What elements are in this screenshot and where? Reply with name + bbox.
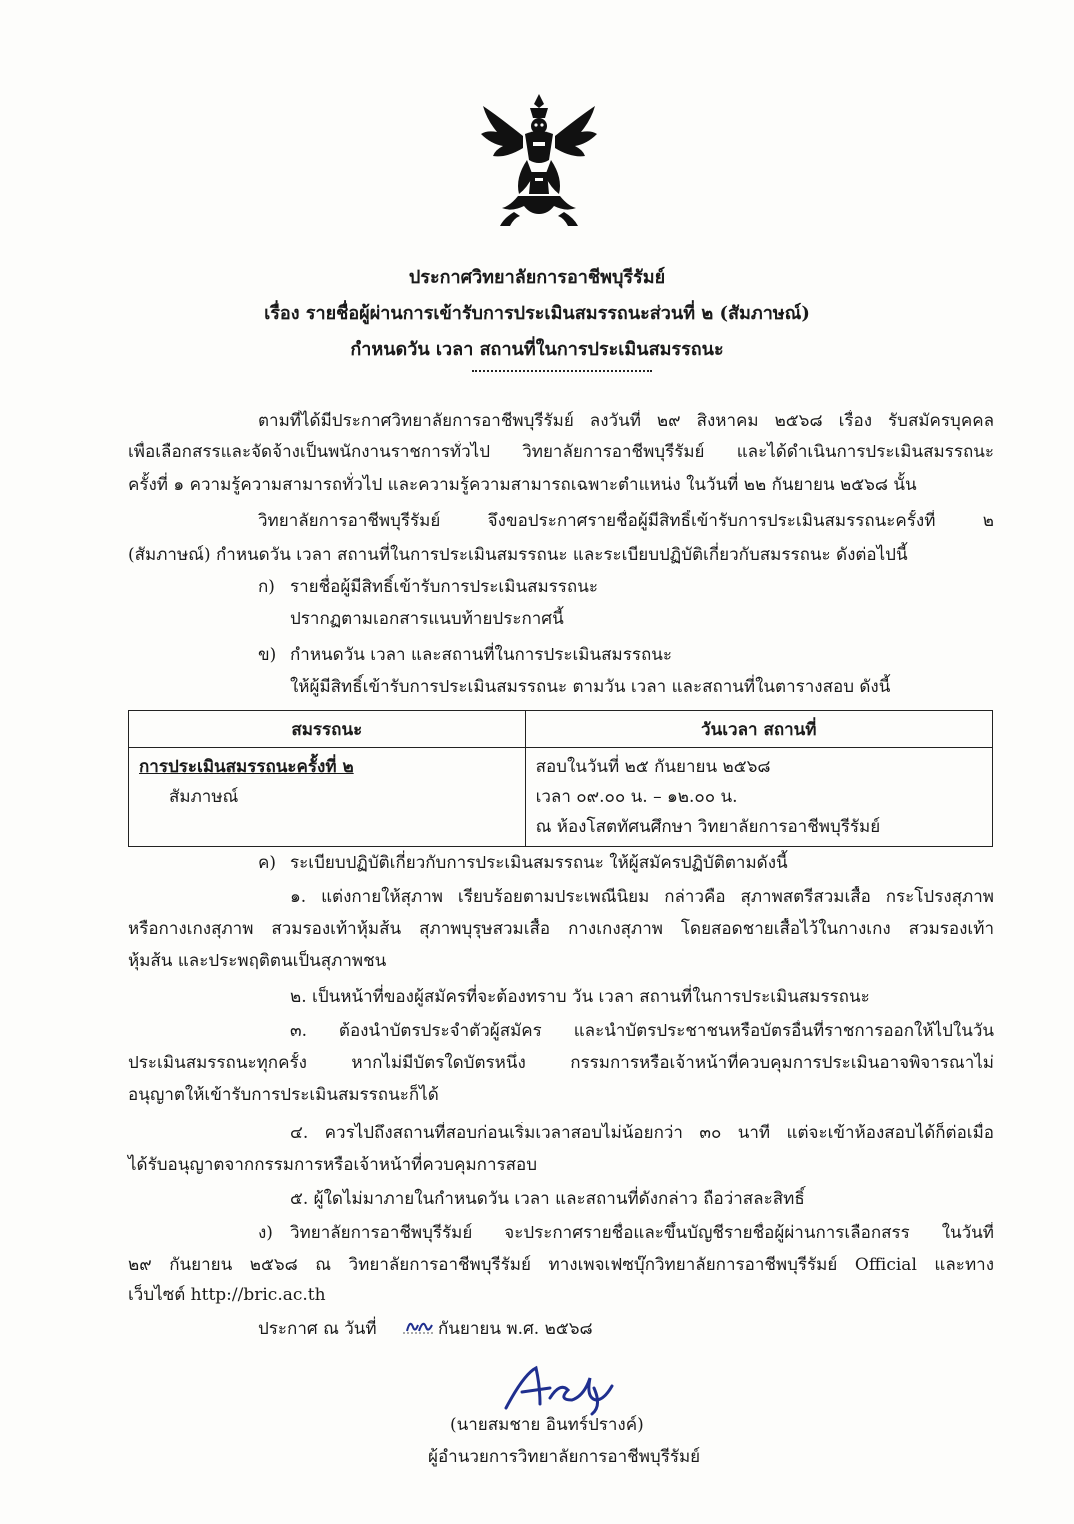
rule-3: ประเมินสมรรถนะทุกครั้ง หากไม่มีบัตรใดบัตรหนึ่ง กรรมการหรือเจ้าหน้าที่ควบคุมการประเมินอาจพิจารณาไม่ [128, 1053, 994, 1073]
round-type: สัมภาษณ์ [169, 787, 239, 807]
item-c-text: ระเบียบปฏิบัติเกี่ยวกับการประเมินสมรรถนะ ให้ผู้สมัครปฏิบัติตามดังนี้ [290, 853, 788, 873]
rule-3: ๓. ต้องนำบัตรประจำตัวผู้สมัคร และนำบัตรประชาชนหรือบัตรอื่นที่ราชการออกให้ไปในวัน [290, 1021, 994, 1041]
rule-3: อนุญาตให้เข้ารับการประเมินสมรรถนะก็ได้ [128, 1085, 439, 1105]
item-a-label: ก) [258, 577, 275, 597]
handwritten-day [403, 1313, 435, 1337]
intro-line: ครั้งที่ ๑ ความรู้ความสามารถทั่วไป และความรู้ความสามารถเฉพาะตำแหน่ง ในวันที่ ๒๒ กันยายน ๒๕๖๘ นั้น [128, 475, 917, 495]
item-b-text: กำหนดวัน เวลา และสถานที่ในการประเมินสมรรถนะ [290, 645, 673, 665]
item-d-text: วิทยาลัยการอาชีพบุรีรัมย์ จะประกาศรายชื่อและขึ้นบัญชีรายชื่อผู้ผ่านการเลือกสรร ในวันที่ [290, 1223, 994, 1243]
exam-date: สอบในวันที่ ๒๕ กันยายน ๒๕๖๘ [535, 757, 771, 777]
item-a-text: รายชื่อผู้มีสิทธิ์เข้ารับการประเมินสมรรถนะ [290, 577, 598, 597]
table-header-row [129, 711, 993, 748]
schedule-table [128, 710, 993, 847]
item-a-text: ปรากฏตามเอกสารแนบท้ายประกาศนี้ [290, 609, 564, 629]
rule-2: ๒. เป็นหน้าที่ของผู้สมัครที่จะต้องทราบ วัน เวลา สถานที่ในการประเมินสมรรถนะ [290, 987, 870, 1007]
item-b-label: ข) [258, 645, 277, 665]
item-d-text: ๒๙ กันยายน ๒๕๖๘ ณ วิทยาลัยการอาชีพบุรีรัมย์ ทางเพจเฟซบุ๊กวิทยาลัยการอาชีพบุรีรัมย์ Official และทาง [128, 1255, 994, 1275]
garuda-emblem [478, 90, 600, 230]
announce-date-prefix: ประกาศ ณ วันที่ [258, 1319, 377, 1339]
announcement-title: ประกาศวิทยาลัยการอาชีพบุรีรัมย์ [408, 267, 666, 288]
rule-5: ๕. ผู้ใดไม่มาภายในกำหนดวัน เวลา และสถานที่ดังกล่าว ถือว่าสละสิทธิ์ [290, 1189, 805, 1209]
intro-line: วิทยาลัยการอาชีพบุรีรัมย์ จึงขอประกาศรายชื่อผู้มีสิทธิ์เข้ารับการประเมินสมรรถนะครั้งที่ ๒ [258, 511, 994, 531]
rule-1: หรือกางเกงสุภาพ สวมรองเท้าหุ้มส้น สุภาพบุรุษสวมเสื้อ กางเกงสุภาพ โดยสอดชายเสื้อไว้ในกางเกง สวมรองเท้า [128, 919, 994, 939]
intro-line: เพื่อเลือกสรรและจัดจ้างเป็นพนักงานราชการทั่วไป วิทยาลัยการอาชีพบุรีรัมย์ และได้ดำเนินการประเมินสมรรถนะ [128, 442, 994, 462]
intro-line: ตามที่ได้มีประกาศวิทยาลัยการอาชีพบุรีรัมย์ ลงวันที่ ๒๙ สิงหาคม ๒๕๖๘ เรื่อง รับสมัครบุคคล [258, 411, 994, 431]
rule-1: หุ้มส้น และประพฤติตนเป็นสุภาพชน [128, 951, 387, 971]
item-d-label: ง) [258, 1223, 273, 1243]
rule-4: ได้รับอนุญาตจากกรรมการหรือเจ้าหน้าที่ควบคุมการสอบ [128, 1155, 538, 1175]
signer-position: ผู้อำนวยการวิทยาลัยการอาชีพบุรีรัมย์ [428, 1447, 701, 1467]
announcement-subject: เรื่อง รายชื่อผู้ผ่านการเข้ารับการประเมินสมรรถนะส่วนที่ ๒ (สัมภาษณ์) [264, 303, 810, 324]
rule-1: ๑. แต่งกายให้สุภาพ เรียบร้อยตามประเพณีนิยม กล่าวคือ สุภาพสตรีสวมเสื้อ กระโปรงสุภาพ [290, 887, 994, 907]
column-header-datetime-place: วันเวลา สถานที่ [525, 711, 992, 748]
round-title: การประเมินสมรรถนะครั้งที่ ๒ [139, 757, 354, 777]
column-header-competency: สมรรถนะ [129, 711, 526, 748]
item-c-label: ค) [258, 853, 277, 873]
exam-place: ณ ห้องโสตทัศนศึกษา วิทยาลัยการอาชีพบุรีรัมย์ [535, 817, 881, 837]
item-b-text: ให้ผู้มีสิทธิ์เข้ารับการประเมินสมรรถนะ ตามวัน เวลา และสถานที่ในตารางสอบ ดังนี้ [290, 677, 891, 697]
announcement-subtitle: กำหนดวัน เวลา สถานที่ในการประเมินสมรรถนะ [350, 339, 724, 360]
table-cell-competency [129, 748, 526, 847]
table-row [129, 748, 993, 847]
intro-line: (สัมภาษณ์) กำหนดวัน เวลา สถานที่ในการประเมินสมรรถนะ และระเบียบปฏิบัติเกี่ยวกับสมรรถนะ ดังต่อไปนี้ [128, 545, 908, 565]
rule-4: ๔. ควรไปถึงสถานที่สอบก่อนเริ่มเวลาสอบไม่น้อยกว่า ๓๐ นาที แต่จะเข้าห้องสอบได้ก็ต่อเมื่อ [290, 1123, 994, 1143]
title-separator [472, 370, 652, 372]
website-link[interactable]: เว็บไซต์ http://bric.ac.th [128, 1285, 326, 1305]
exam-time: เวลา ๐๙.๐๐ น. – ๑๒.๐๐ น. [535, 787, 738, 807]
announce-date-suffix: กันยายน พ.ศ. ๒๕๖๘ [438, 1319, 593, 1339]
signature [500, 1362, 640, 1418]
signer-name: (นายสมชาย อินทร์ปรางค์) [450, 1415, 644, 1435]
table-cell-datetime-place [525, 748, 992, 847]
